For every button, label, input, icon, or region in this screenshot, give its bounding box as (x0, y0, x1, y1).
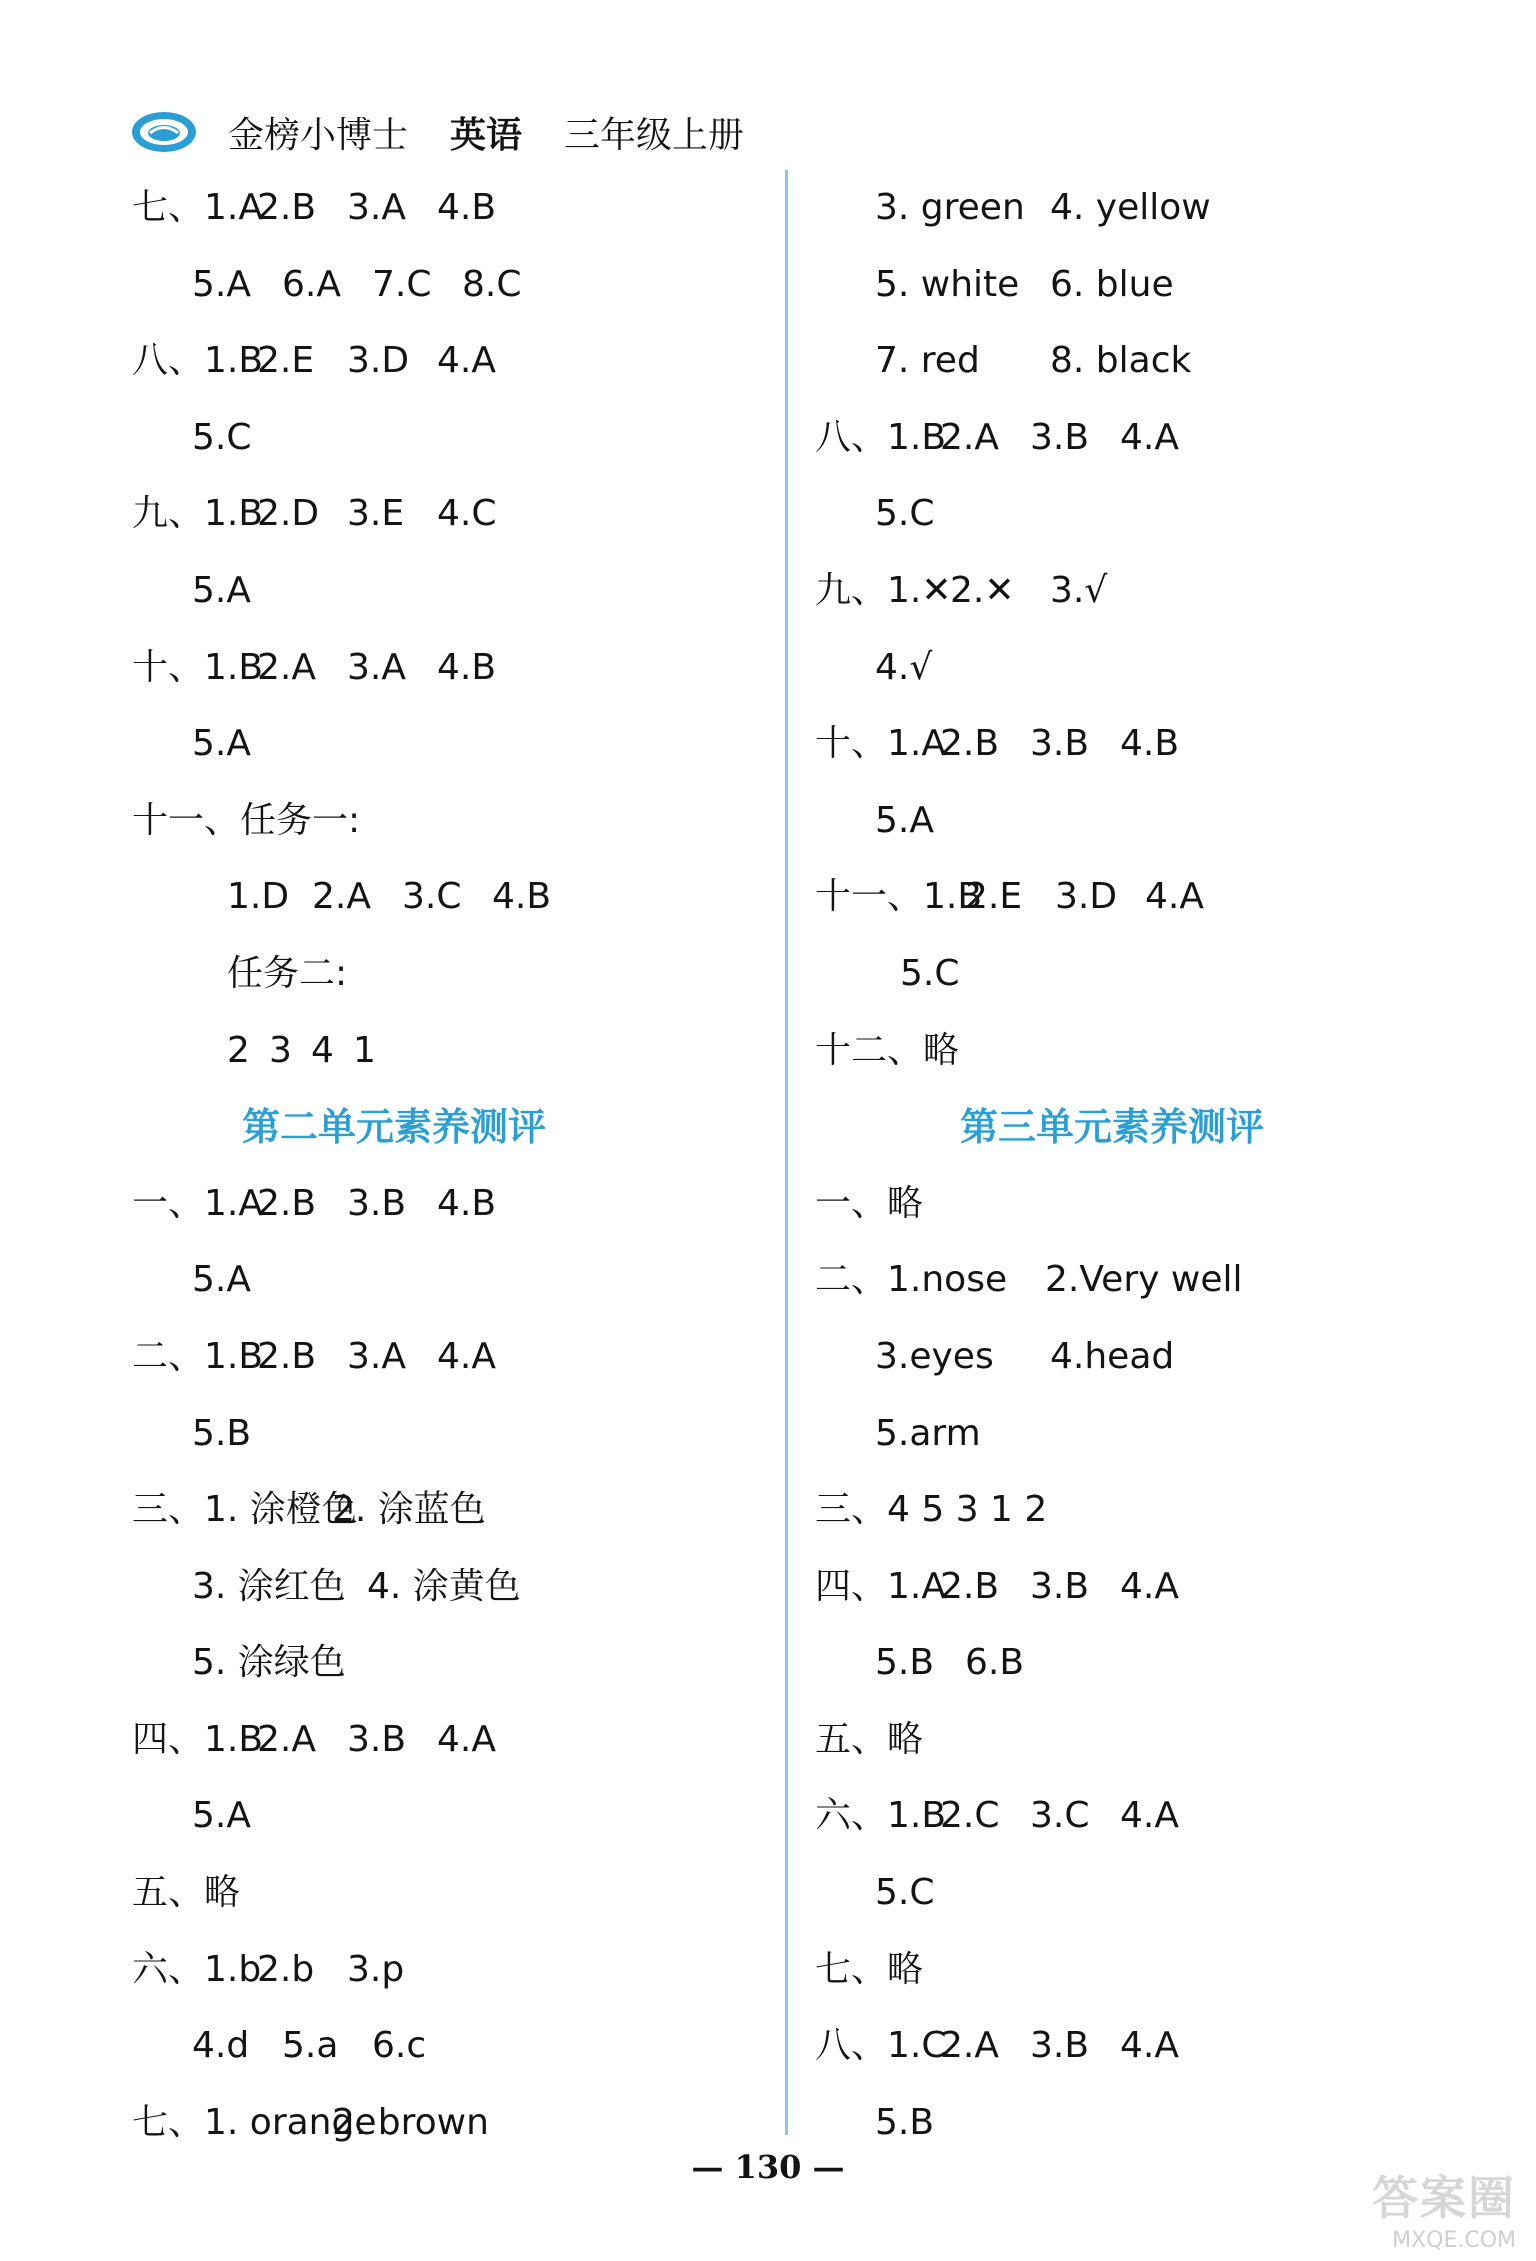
answer-item: 4.A (1120, 416, 1179, 458)
answer-item: 七、1.A (132, 187, 263, 228)
answer-line (132, 859, 772, 936)
answer-item: 8.C (462, 263, 522, 305)
watermark (1372, 2162, 1516, 2253)
answer-item: 3 (269, 1029, 292, 1071)
answer-line (815, 400, 1455, 477)
answer-text: 一、略 (815, 1182, 924, 1224)
answer-item: 4.B (492, 876, 552, 918)
answer-item: 5.C (875, 1872, 935, 1914)
answer-line (815, 1396, 1455, 1473)
answer-item: 2.b (257, 1948, 315, 1990)
answer-item: 6.B (965, 1642, 1025, 1684)
answer-item: 5.A (192, 263, 251, 305)
answer-item: 5.B (875, 2101, 935, 2143)
answer-item: 2.A (312, 876, 371, 918)
answer-item: 一、1.A (132, 1182, 263, 1224)
answer-text: 七、略 (815, 1948, 924, 1990)
answer-item: 4. yellow (1050, 187, 1211, 228)
answer-item: 3.B (347, 1182, 407, 1224)
answer-item: 四、1.A (815, 1565, 946, 1607)
watermark-site: MXQE.COM (1392, 2228, 1516, 2253)
answer-item: 4.head (1050, 1335, 1175, 1377)
answer-line (815, 1932, 1455, 2009)
answer-line (815, 706, 1455, 783)
answer-line (132, 1166, 772, 1243)
answer-item: 5.A (192, 1259, 251, 1301)
answer-line (815, 1013, 1455, 1090)
answer-line (815, 1166, 1455, 1243)
answer-line (132, 1549, 772, 1626)
answer-item: 1.D (227, 876, 290, 918)
answer-item: 2.B (257, 187, 317, 228)
column-divider (785, 170, 788, 2135)
answer-item: 3.D (347, 340, 410, 382)
answer-line (815, 783, 1455, 860)
answer-line (132, 1472, 772, 1549)
answer-item: 4. 涂黄色 (367, 1565, 521, 1607)
answer-item: 5.C (875, 493, 935, 535)
answer-item: 3.D (1055, 876, 1118, 918)
answer-item: 3.B (1030, 1565, 1090, 1607)
answer-item: 4.A (437, 1718, 496, 1760)
answer-line (815, 247, 1455, 324)
answer-item: 4.d (192, 2025, 250, 2067)
answer-item: 5.C (900, 952, 960, 994)
answer-item: 4.√ (875, 646, 933, 688)
answer-item: 3.A (347, 646, 406, 688)
answer-item: 1 (353, 1029, 376, 1071)
answer-line (132, 1242, 772, 1319)
brand-name: 金榜小博士 (228, 114, 409, 156)
answer-item: 4.B (437, 646, 497, 688)
answer-item: 3.B (347, 1718, 407, 1760)
answer-item: 5.B (875, 1642, 935, 1684)
answer-item: 2 (227, 1029, 250, 1071)
answer-item: 4.B (437, 1182, 497, 1224)
answer-line (132, 1778, 772, 1855)
answer-item: 3.B (1030, 416, 1090, 458)
answer-item: 5. 涂绿色 (192, 1642, 346, 1684)
subject-name: 英语 (450, 114, 523, 156)
answer-item: 2.✕ (950, 569, 1015, 611)
answer-line (815, 936, 1455, 1013)
answer-line (132, 936, 772, 1013)
answer-text: 三、4 5 3 1 2 (815, 1489, 1048, 1531)
answer-item: 2.E (257, 340, 315, 382)
answer-item: 2. brown (332, 2101, 489, 2143)
section-title-text: 第二单元素养测评 (242, 1105, 547, 1150)
answer-item: 2.A (940, 2025, 999, 2067)
answer-item: 2.C (940, 1795, 1000, 1837)
answer-line (132, 247, 772, 324)
answer-item: 5.arm (875, 1412, 981, 1454)
answer-line (815, 1778, 1455, 1855)
section-title-text: 第三单元素养测评 (960, 1105, 1265, 1150)
page-number: — 130 — (691, 2148, 845, 2186)
answer-line (815, 1472, 1455, 1549)
answer-item: 九、1.B (132, 493, 264, 535)
answer-line (132, 630, 772, 707)
answer-item: 3.B (1030, 723, 1090, 765)
answer-line (132, 400, 772, 477)
answer-item: 3.E (347, 493, 405, 535)
answer-item: 四、1.B (132, 1718, 264, 1760)
answer-item: 十、1.B (132, 646, 264, 688)
answer-line (815, 553, 1455, 630)
answer-item: 八、1.B (815, 416, 947, 458)
answer-line (815, 1625, 1455, 1702)
answer-item: 三、1. 涂橙色 (132, 1489, 358, 1531)
answer-item: 八、1.C (815, 2025, 947, 2067)
section-title (815, 1089, 1455, 1166)
answer-item: 4.A (1120, 2025, 1179, 2067)
answer-item: 二、1.B (132, 1335, 264, 1377)
answer-item: 3.eyes (875, 1335, 994, 1377)
answer-item: 3.C (1030, 1795, 1090, 1837)
answer-item: 3.√ (1050, 569, 1108, 611)
answer-item: 3. 涂红色 (192, 1565, 346, 1607)
answer-line (815, 2008, 1455, 2085)
answer-item: 6.A (282, 263, 341, 305)
answer-item: 十、1.A (815, 723, 946, 765)
answer-line (132, 323, 772, 400)
answer-item: 2. 涂蓝色 (332, 1489, 486, 1531)
answer-line (132, 476, 772, 553)
answer-line (132, 1932, 772, 2009)
answer-item: 4.A (437, 340, 496, 382)
answer-item: 2.D (257, 493, 320, 535)
answer-text: 十二、略 (815, 1029, 960, 1071)
answer-item: 7.C (372, 263, 432, 305)
answer-item: 2.B (940, 723, 1000, 765)
answer-line (132, 1396, 772, 1473)
answer-item: 4.A (1120, 1565, 1179, 1607)
answer-item: 二、1.nose (815, 1259, 1008, 1301)
answer-text: 任务二: (227, 952, 348, 994)
answer-item: 5.A (192, 569, 251, 611)
grade-name: 三年级上册 (564, 114, 745, 156)
answer-item: 8. black (1050, 340, 1192, 382)
answer-item: 5.a (282, 2025, 339, 2067)
answer-line (815, 1549, 1455, 1626)
answer-item: 2.Very well (1045, 1259, 1243, 1301)
answer-item: 4.A (437, 1335, 496, 1377)
answer-item: 5.A (192, 1795, 251, 1837)
answer-item: 4 (311, 1029, 334, 1071)
answer-line (132, 1702, 772, 1779)
answer-line (132, 1855, 772, 1932)
answer-item: 4.A (1145, 876, 1204, 918)
answer-item: 2.B (257, 1182, 317, 1224)
answer-item: 八、1.B (132, 340, 264, 382)
section-title (132, 1089, 772, 1166)
answer-item: 3. green (875, 187, 1025, 228)
answer-item: 2.B (257, 1335, 317, 1377)
left-column (132, 170, 772, 2161)
answer-item: 5.B (192, 1412, 252, 1454)
answer-line (815, 1702, 1455, 1779)
answer-item: 九、1.✕ (815, 569, 952, 611)
answer-line (815, 1319, 1455, 1396)
answer-item: 2.A (257, 1718, 316, 1760)
answer-item: 3.A (347, 1335, 406, 1377)
answer-item: 5.C (192, 416, 252, 458)
answer-line (815, 476, 1455, 553)
answer-line (815, 1855, 1455, 1932)
answer-item: 4.B (437, 187, 497, 228)
answer-item: 4.A (1120, 1795, 1179, 1837)
answer-item: 5. white (875, 263, 1020, 305)
answer-text: 五、略 (132, 1872, 241, 1914)
answer-item: 3.B (1030, 2025, 1090, 2067)
answer-line (132, 706, 772, 783)
answer-line (132, 170, 772, 247)
book-logo-icon (130, 108, 198, 156)
answer-item: 2.A (257, 646, 316, 688)
answer-item: 七、1. orange (132, 2101, 377, 2143)
answer-item: 2.E (965, 876, 1023, 918)
answer-item: 六、1.b (132, 1948, 262, 1990)
answer-line (132, 1625, 772, 1702)
answer-item: 6. blue (1050, 263, 1174, 305)
answer-item: 十一、1.B (815, 876, 983, 918)
answer-item: 六、1.B (815, 1795, 947, 1837)
answer-item: 2.A (940, 416, 999, 458)
answer-item: 3.p (347, 1948, 405, 1990)
answer-line (132, 2008, 772, 2085)
answer-line (132, 783, 772, 860)
answer-item: 6.c (372, 2025, 427, 2067)
answer-line (815, 859, 1455, 936)
answer-line (132, 1319, 772, 1396)
answer-item: 4.B (1120, 723, 1180, 765)
answer-line (815, 323, 1455, 400)
answer-item: 3.A (347, 187, 406, 228)
answer-text: 十一、任务一: (132, 799, 361, 841)
answer-item: 4.C (437, 493, 497, 535)
answer-line (815, 630, 1455, 707)
answer-item: 5.A (875, 799, 934, 841)
answer-item: 7. red (875, 340, 980, 382)
right-column (815, 170, 1455, 2161)
watermark-main: 答案圈 (1372, 2171, 1516, 2225)
answer-line (815, 170, 1455, 247)
answer-item: 5.A (192, 723, 251, 765)
answer-line (815, 1242, 1455, 1319)
answer-line (132, 553, 772, 630)
page-header (130, 100, 786, 164)
answer-text: 五、略 (815, 1718, 924, 1760)
answer-item: 3.C (402, 876, 462, 918)
answer-item: 2.B (940, 1565, 1000, 1607)
answer-line (132, 1013, 772, 1090)
